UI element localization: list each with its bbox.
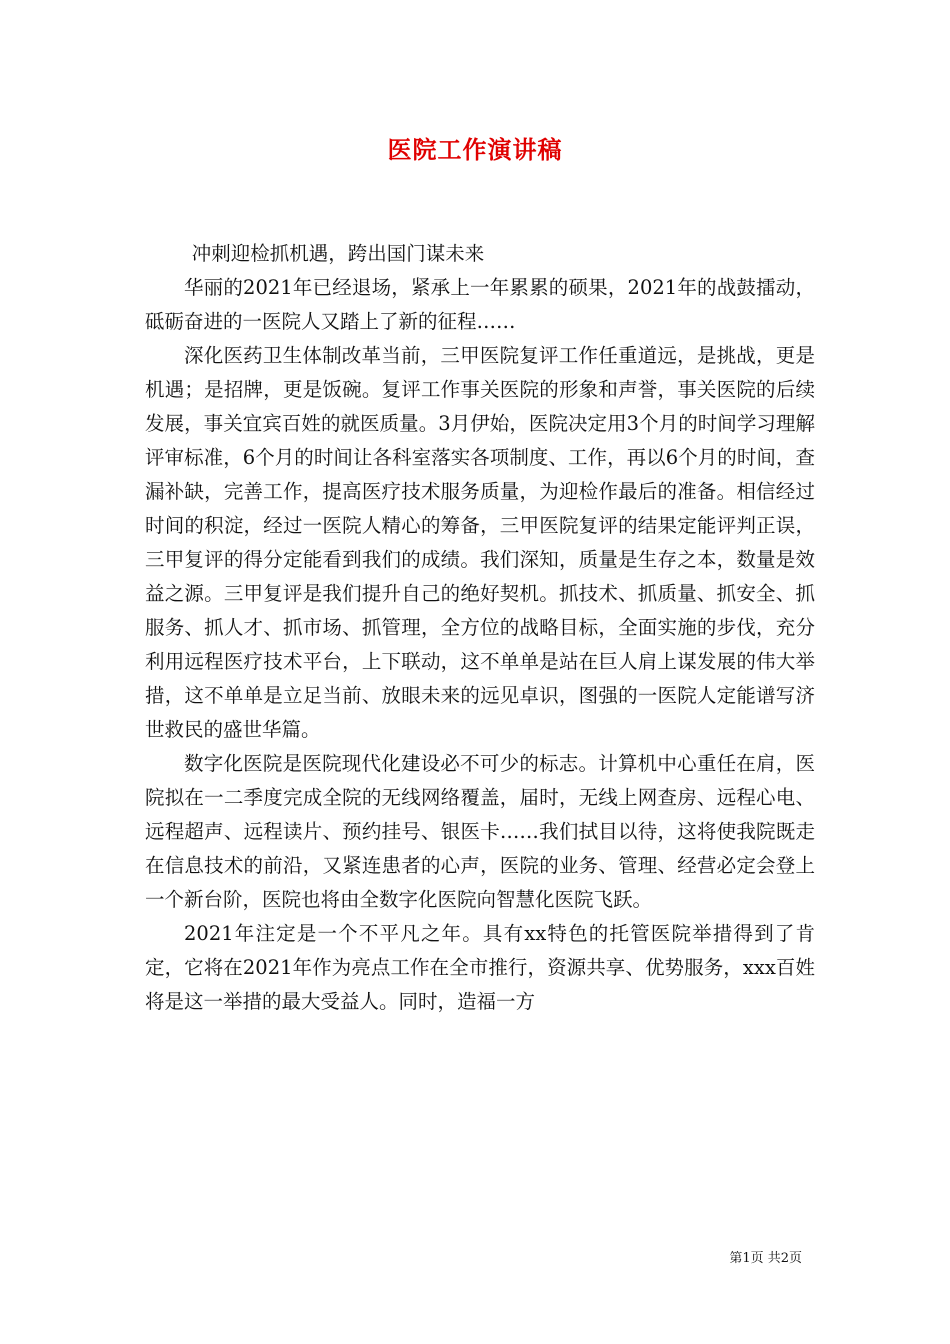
page-number: 第1页 共2页	[729, 1251, 802, 1266]
paragraph: 2021年注定是一个不平凡之年。具有xx特色的托管医院举措得到了肯定，它将在2021年作为亮点工作在全市推行，资源共享、优势服务，xxx百姓将是这一举措的最大受益人。同时，造福一方	[145, 922, 815, 1013]
document-title: 医院工作演讲稿	[387, 135, 563, 164]
paragraph-subtitle: 冲刺迎检抓机遇，跨出国门谋未来	[191, 242, 485, 265]
paragraph: 数字化医院是医院现代化建设必不可少的标志。计算机中心重任在肩，医院拟在一二季度完成全院的无线网络覆盖，届时，无线上网查房、远程心电、远程超声、远程读片、预约挂号、银医卡……我们拭目以待，这将使我院既走在信息技术的前沿，又紧连患者的心声，医院的业务、管理、经营必定会登上一个新台阶，医院也将由全数字化医院向智慧化医院飞跃。	[145, 752, 815, 911]
paragraph: 华丽的2021年已经退场，紧承上一年累累的硕果，2021年的战鼓擂动，砥砺奋进的一医院人又踏上了新的征程……	[145, 276, 815, 333]
paragraph: 深化医药卫生体制改革当前，三甲医院复评工作任重道远，是挑战，更是机遇；是招牌，更是饭碗。复评工作事关医院的形象和声誉，事关医院的后续发展，事关宜宾百姓的就医质量。3月伊始，医院决定用3个月的时间学习理解评审标准，6个月的时间让各科室落实各项制度、工作，再以6个月的时间，查漏补缺，完善工作，提高医疗技术服务质量，为迎检作最后的准备。相信经过时间的积淀，经过一医院人精心的筹备，三甲医院复评的结果定能评判正误，三甲复评的得分定能看到我们的成绩。我们深知，质量是生存之本，数量是效益之源。三甲复评是我们提升自己的绝好契机。抓技术、抓质量、抓安全、抓服务、抓人才、抓市场、抓管理，全方位的战略目标，全面实施的步伐，充分利用远程医疗技术平台，上下联动，这不单单是站在巨人肩上谋发展的伟大举措，这不单单是立足当前、放眼未来的远见卓识，图强的一医院人定能谱写济世救民的盛世华篇。	[145, 344, 815, 741]
document-body	[145, 237, 815, 1019]
